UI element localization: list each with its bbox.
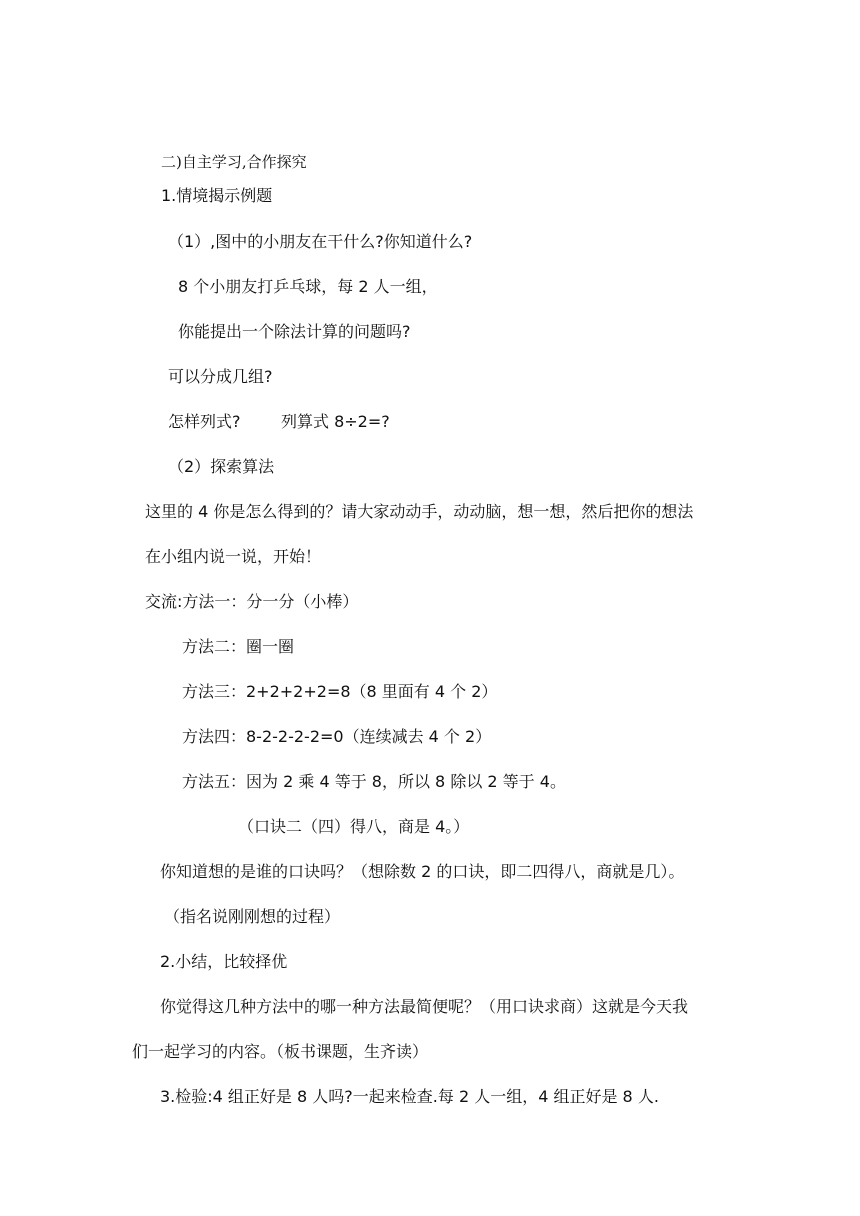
method-line: 方法二：圈一圈 (182, 637, 295, 656)
subsection-heading-3: 3.检验:4 组正好是 8 人吗?一起来检查.每 2 人一组，4 组正好是 8 人. (160, 1087, 659, 1106)
text-line: （2）探索算法 (168, 457, 275, 476)
text-line: 可以分成几组? (168, 367, 273, 386)
question-line: （1）,图中的小朋友在干什么?你知道什么? (168, 232, 473, 251)
paragraph-line: 你觉得这几种方法中的哪一种方法最简便呢？（用口诀求商）这就是今天我 (160, 997, 689, 1016)
formula-text: 列算式 8÷2=? (281, 412, 390, 431)
subsection-heading-2: 2.小结，比较择优 (160, 952, 288, 971)
text-line: 怎样列式? (168, 412, 241, 431)
paragraph-line: 你知道想的是谁的口诀吗？（想除数 2 的口诀，即二四得八，商就是几）。 (160, 862, 685, 881)
method-line: 方法四：8-2-2-2-2=0（连续减去 4 个 2） (182, 727, 492, 746)
paragraph-line: 这里的 4 你是怎么得到的？请大家动动手，动动脑，想一想，然后把你的想法 (145, 502, 694, 521)
subsection-heading-1: 1.情境揭示例题 (161, 186, 273, 205)
paragraph-line: （指名说刚刚想的过程） (164, 907, 341, 926)
paragraph-line: 们一起学习的内容。（板书课题，生齐读） (132, 1042, 429, 1061)
text-line: 你能提出一个除法计算的问题吗? (178, 322, 411, 341)
method-line: 方法三：2+2+2+2=8（8 里面有 4 个 2） (182, 682, 498, 701)
note-line: （口诀二（四）得八，商是 4。） (238, 817, 470, 836)
paragraph-line: 在小组内说一说，开始！ (145, 547, 322, 566)
method-line: 方法五：因为 2 乘 4 等于 8，所以 8 除以 2 等于 4。 (182, 772, 566, 791)
section-heading: 二)自主学习,合作探究 (161, 153, 307, 171)
method-line: 交流:方法一：分一分（小棒） (145, 592, 359, 611)
text-line: 8 个小朋友打乒乓球，每 2 人一组， (178, 277, 438, 296)
